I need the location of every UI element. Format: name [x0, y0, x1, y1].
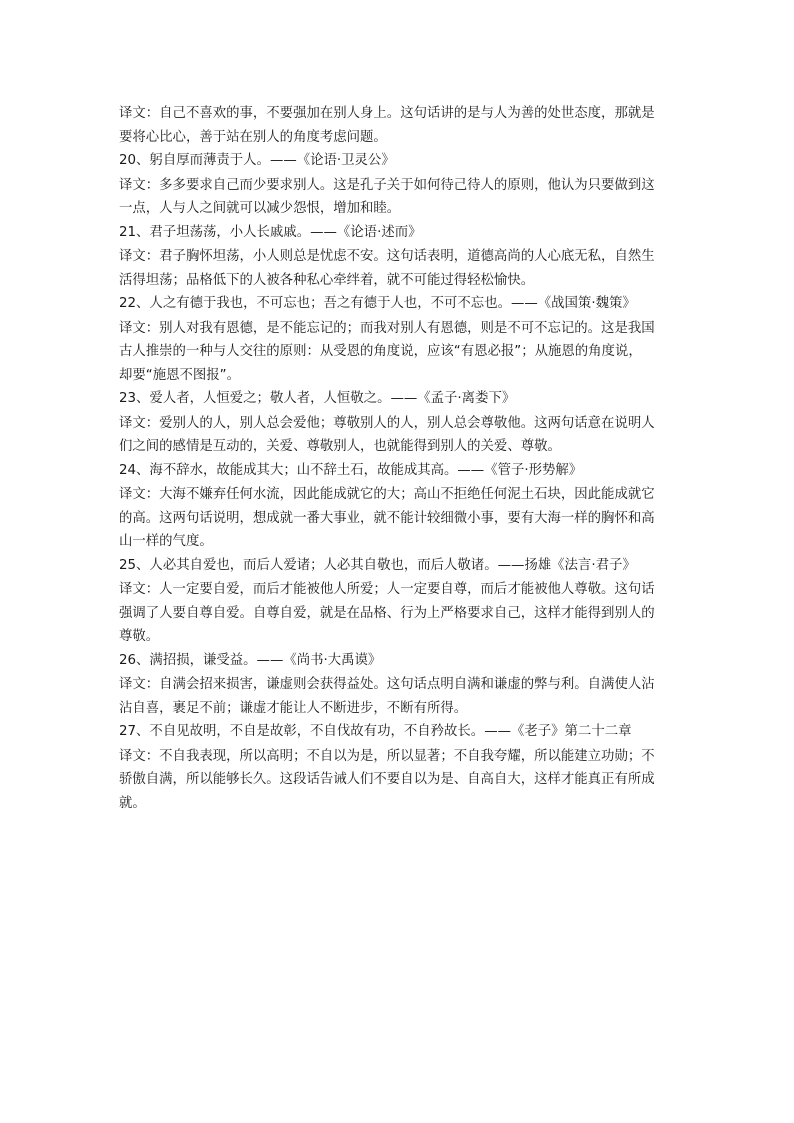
- translation-line: 译文：爱别人的人，别人总会爱他；尊敬别人的人，别人总会尊敬他。这两句话意在说明人: [119, 415, 655, 431]
- quote-line: 27、不自见故明，不自是故彰，不自伐故有功，不自矜故长。——《老子》第二十二章: [119, 724, 632, 739]
- quote-line: 21、君子坦荡荡，小人长戚戚。——《论语·述而》: [119, 224, 422, 240]
- entry-27: [119, 720, 679, 815]
- entry-26: [119, 649, 679, 721]
- entry-25: [119, 554, 679, 649]
- translation-line: 译文：自己不喜欢的事，不要强加在别人身上。这句话讲的是与人为善的处世态度，那就是: [119, 106, 655, 121]
- translation-line: 一点，人与人之间就可以减少怨恨，增加和睦。: [119, 201, 401, 216]
- document-body: [119, 102, 679, 815]
- entry-21: [119, 221, 679, 293]
- translation-line: 山一样的气度。: [119, 534, 213, 549]
- translation-line: 古人推崇的一种与人交往的原则：从受恩的角度说，应该“有恩必报”；从施恩的角度说，: [119, 344, 642, 359]
- entry-24: [119, 459, 679, 554]
- entry-20: [119, 149, 679, 221]
- translation-line: 强调了人要自尊自爱。自尊自爱，就是在品格、行为上严格要求自己，这样才能得到别人的: [119, 605, 655, 621]
- translation-line: 的高。这两句话说明，想成就一番大事业，就不能计较细微小事，要有大海一样的胸怀和高: [119, 510, 655, 526]
- translation-line: 译文：不自我表现，所以高明；不自以为是，所以显著；不自我夸耀，所以能建立功勋；不: [119, 748, 655, 764]
- quote-line: 26、满招损，谦受益。——《尚书·大禹谟》: [119, 652, 382, 668]
- translation-line: 活得坦荡；品格低下的人被各种私心牵绊着，就不可能过得轻松愉快。: [119, 272, 535, 288]
- entry-23: [119, 387, 679, 459]
- entry-19: [119, 102, 679, 149]
- quote-line: 23、爱人者，人恒爱之；敬人者，人恒敬之。——《孟子·离娄下》: [119, 391, 516, 406]
- translation-line: 沾自喜，裹足不前；谦虚才能让人不断进步，不断有所得。: [119, 700, 468, 716]
- translation-line: 却要“施恩不图报”。: [119, 367, 240, 383]
- quote-line: 22、人之有德于我也，不可忘也；吾之有德于人也，不可不忘也。——《战国策·魏策》: [119, 296, 636, 311]
- translation-line: 译文：自满会招来损害，谦虚则会获得益处。这句话点明自满和谦虚的弊与利。自满使人沾: [119, 677, 655, 692]
- quote-line: 24、海不辞水，故能成其大；山不辞土石，故能成其高。——《管子·形势解》: [119, 462, 583, 478]
- quote-line: 20、躬自厚而薄责于人。——《论语·卫灵公》: [119, 153, 395, 168]
- translation-line: 译文：大海不嫌弃任何水流，因此能成就它的大；高山不拒绝任何泥土石块，因此能成就它: [119, 487, 655, 502]
- translation-line: 译文：别人对我有恩德，是不能忘记的；而我对别人有恩德，则是不可不忘记的。这是我国: [119, 320, 655, 336]
- translation-line: 骄傲自满，所以能够长久。这段话告诫人们不要自以为是、自高自大，这样才能真正有所成: [119, 772, 655, 787]
- translation-line: 译文：君子胸怀坦荡，小人则总是忧虑不安。这句话表明，道德高尚的人心底无私，自然生: [119, 249, 655, 264]
- translation-line: 要将心比心，善于站在别人的角度考虑问题。: [119, 129, 387, 145]
- translation-line: 译文：多多要求自己而少要求别人。这是孔子关于如何待己待人的原则，他认为只要做到这: [119, 177, 655, 193]
- quote-line: 25、人必其自爱也，而后人爱诸；人必其自敬也，而后人敬诸。——扬雄《法言·君子》: [119, 557, 636, 573]
- translation-line: 译文：人一定要自爱，而后才能被他人所爱；人一定要自尊，而后才能被他人尊敬。这句话: [119, 582, 655, 597]
- translation-line: 尊敬。: [119, 629, 160, 644]
- entry-22: [119, 292, 679, 387]
- translation-line: 就。: [119, 795, 146, 811]
- translation-line: 们之间的感情是互动的，关爱、尊敬别人，也就能得到别人的关爱、尊敬。: [119, 439, 561, 454]
